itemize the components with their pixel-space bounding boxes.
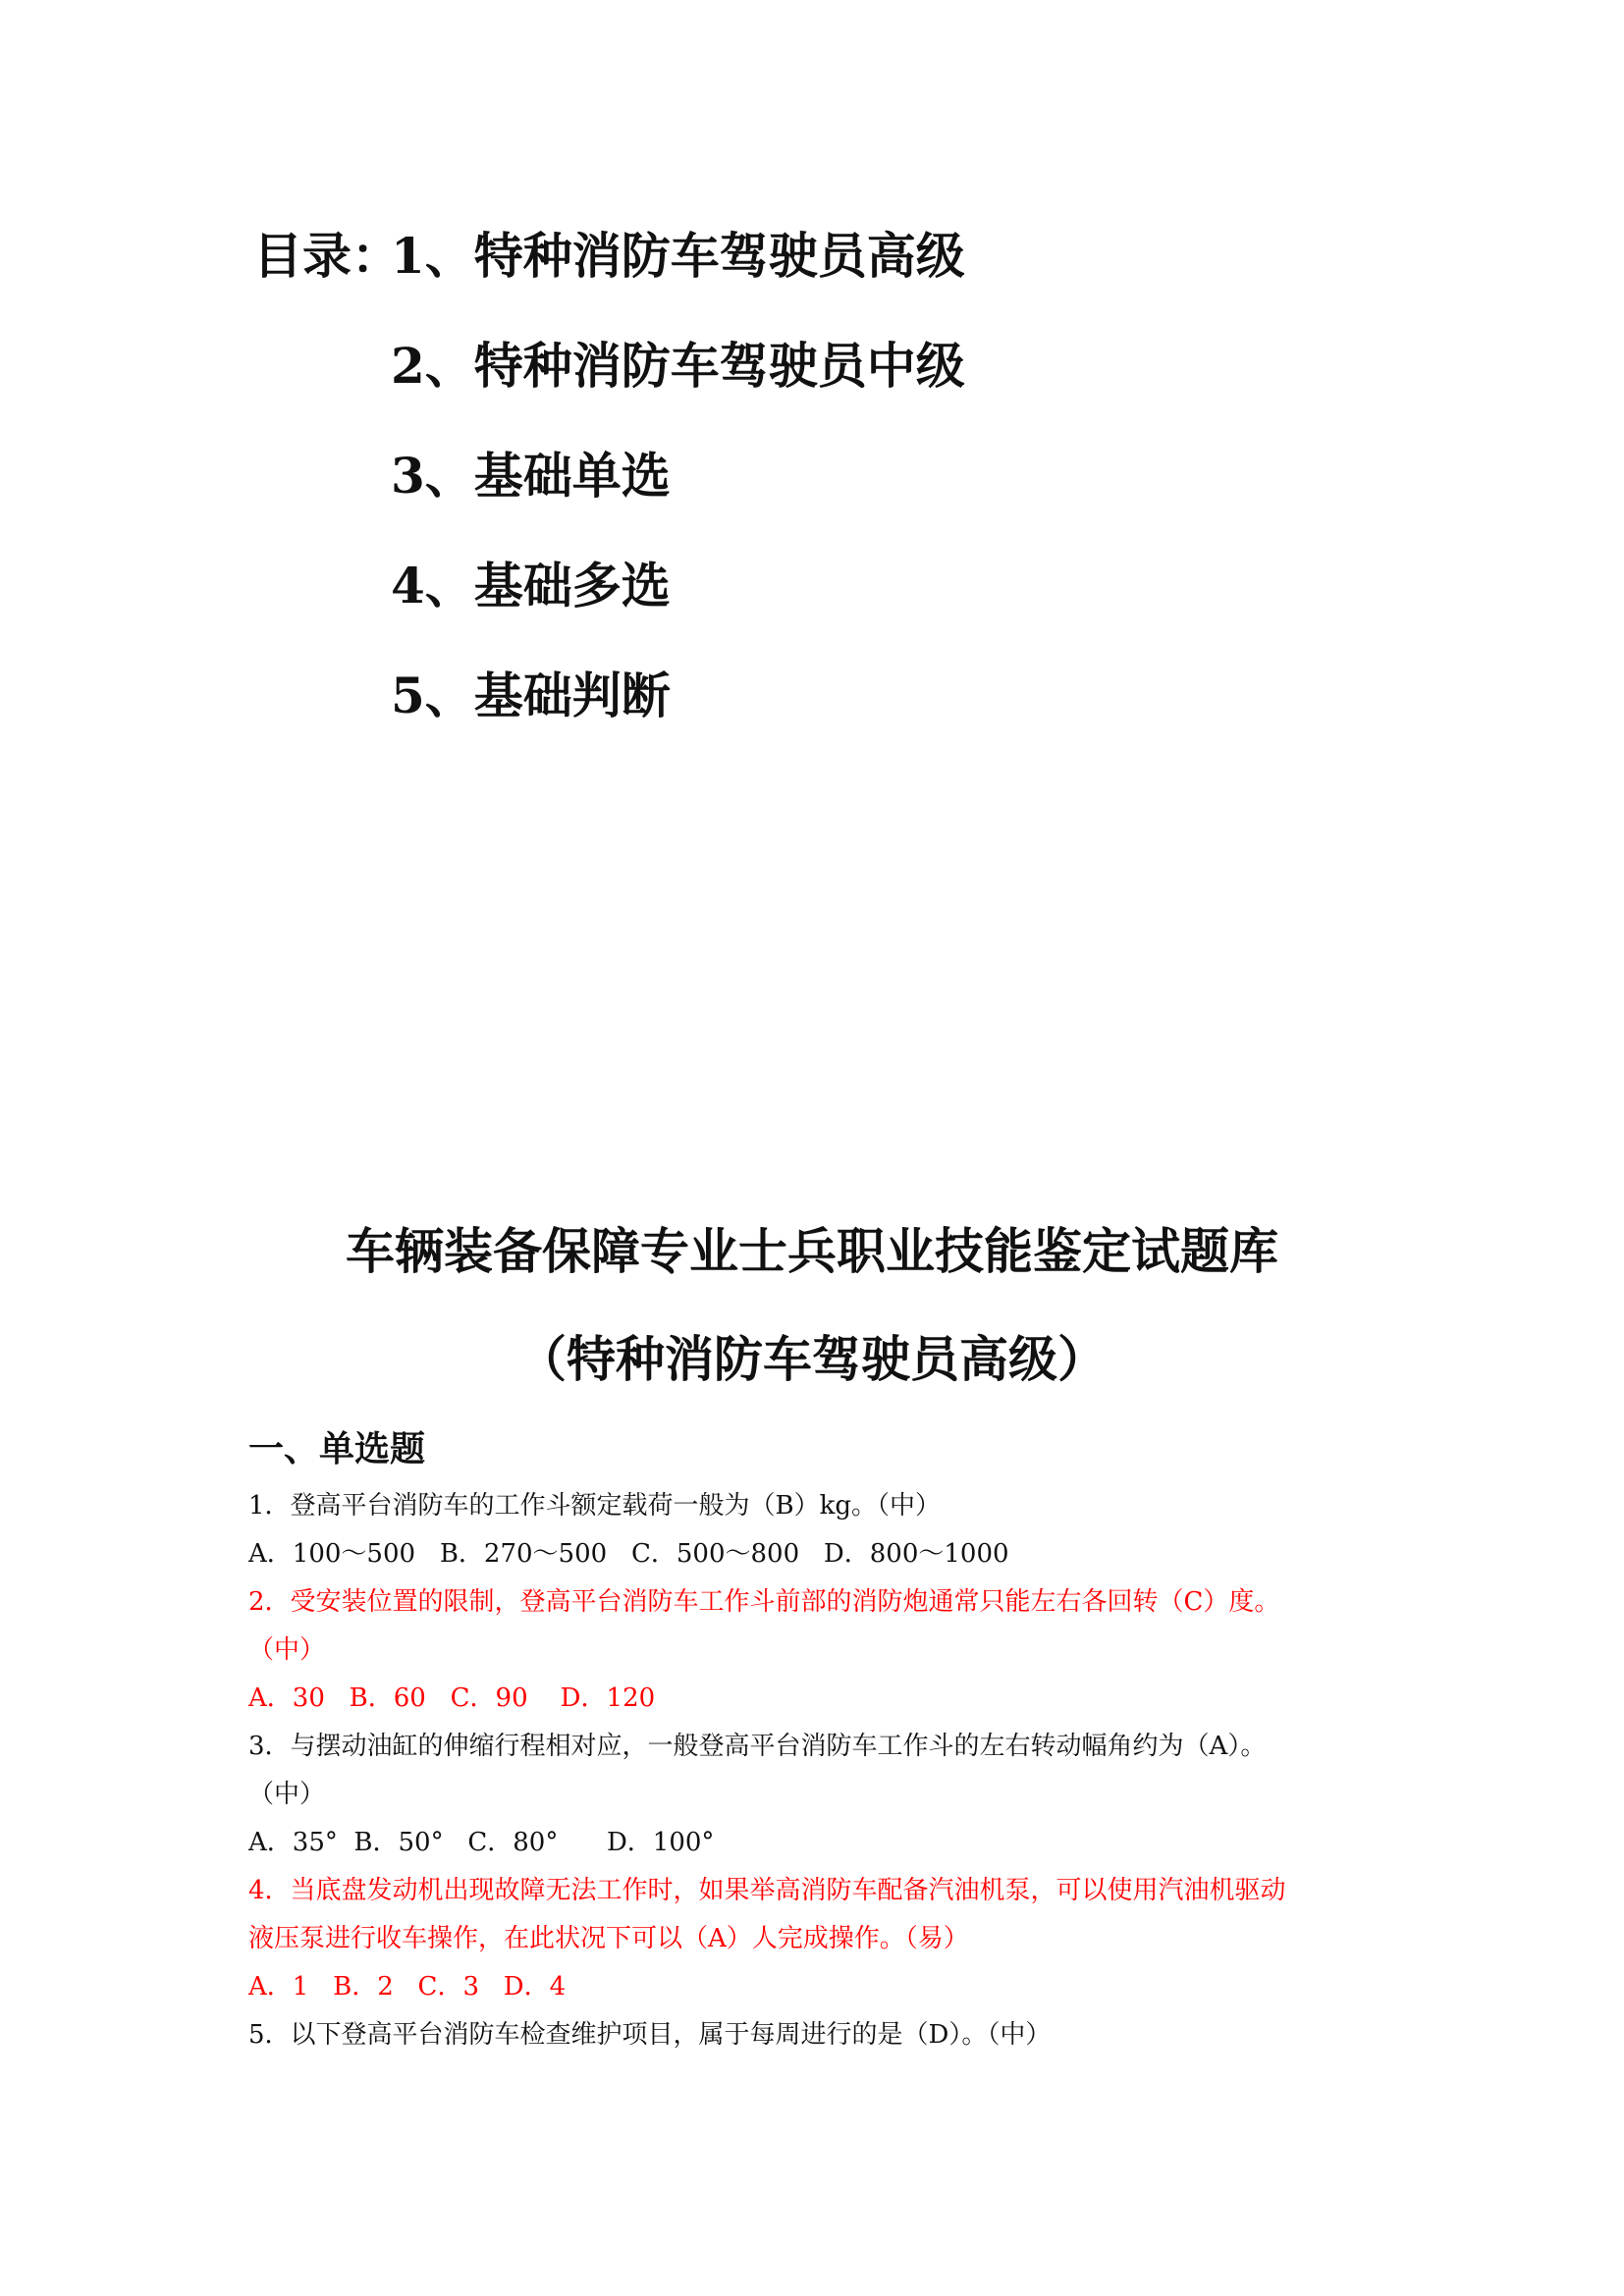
toc-item-4: 4、基础多选: [391, 557, 671, 614]
question-1-stem: 1．登高平台消防车的工作斗额定载荷一般为（B）kg。（中）: [248, 1491, 942, 1521]
toc-label: 目录：: [253, 227, 401, 285]
document-subtitle: （特种消防车驾驶员高级）: [517, 1330, 1107, 1388]
question-4-stem: 4．当底盘发动机出现故障无法工作时，如果举高消防车配备汽油机泵，可以使用汽油机驱动: [248, 1876, 1286, 1905]
toc-item-1: 1、特种消防车驾驶员高级: [391, 227, 965, 285]
section-heading: 一、单选题: [248, 1428, 426, 1469]
toc-item-5: 5、基础判断: [391, 667, 671, 724]
question-4-options: A．1 B．2 C．3 D．4: [248, 1972, 567, 2002]
document-title: 车辆装备保障专业士兵职业技能鉴定试题库: [346, 1222, 1278, 1280]
question-5-stem: 5．以下登高平台消防车检查维护项目，属于每周进行的是（D）。（中）: [248, 2020, 1052, 2050]
question-3-stem-cont: （中）: [248, 1780, 326, 1809]
question-4-stem-cont: 液压泵进行收车操作，在此状况下可以（A）人完成操作。（易）: [248, 1924, 969, 1953]
question-3-stem: 3．与摆动油缸的伸缩行程相对应，一般登高平台消防车工作斗的左右转动幅角约为（A）。: [248, 1732, 1267, 1761]
question-1-options: A．100～500 B．270～500 C．500～800 D．800～1000: [248, 1539, 1009, 1569]
question-2-stem: 2．受安装位置的限制，登高平台消防车工作斗前部的消防炮通常只能左右各回转（C）度。: [248, 1587, 1280, 1617]
question-3-options: A．35° B．50° C．80° D．100°: [248, 1828, 715, 1857]
question-2-stem-cont: （中）: [248, 1635, 326, 1665]
toc-item-2: 2、特种消防车驾驶员中级: [391, 337, 965, 395]
toc-item-3: 3、基础单选: [391, 447, 671, 505]
question-list: [248, 1482, 1407, 2059]
question-2-options: A．30 B．60 C．90 D．120: [248, 1683, 656, 1713]
